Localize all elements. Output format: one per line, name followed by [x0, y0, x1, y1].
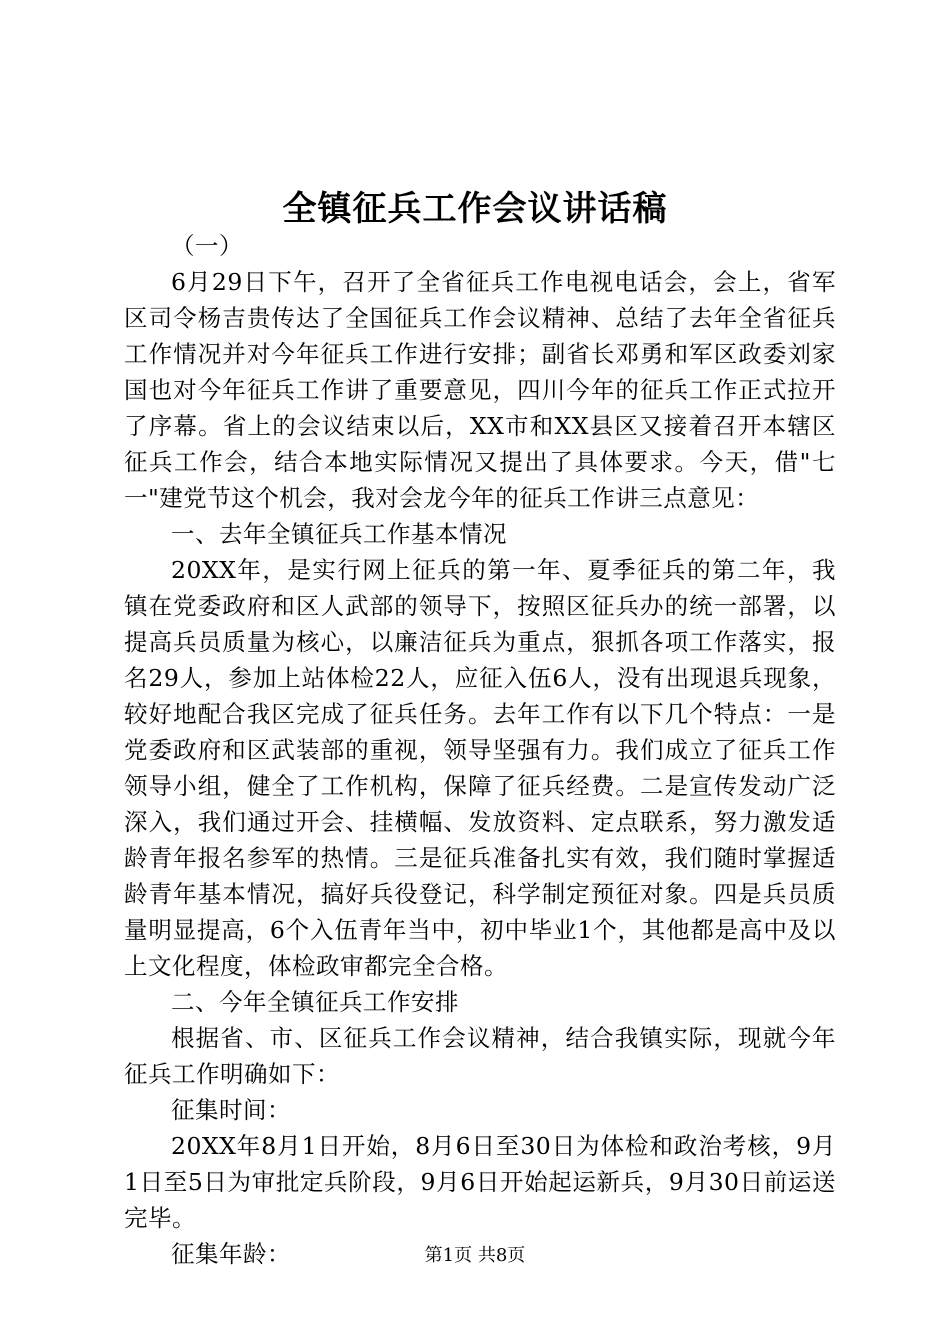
document-body: [124, 228, 836, 1272]
section-heading-1: 一、去年全镇征兵工作基本情况: [171, 520, 507, 548]
subheading-recruit-age: 征集年龄：: [171, 1240, 291, 1268]
document-title: 全镇征兵工作会议讲话稿: [282, 189, 668, 229]
paragraph-section-marker: （一）: [171, 232, 243, 260]
section-heading-2: 二、今年全镇征兵工作安排: [171, 988, 459, 1016]
paragraph-arrangement-intro: 根据省、市、区征兵工作会议精神，结合我镇实际，现就今年征兵工作明确如下：: [124, 1024, 836, 1088]
page-number: 第1页 共8页: [424, 1245, 526, 1266]
subheading-recruit-time: 征集时间：: [171, 1096, 291, 1124]
paragraph-intro: 6月29日下午，召开了全省征兵工作电视电话会，会上，省军区司令杨吉贵传达了全国征兵工作会议精神、总结了去年全省征兵工作情况并对今年征兵工作进行安排；副省长邓勇和军区政委刘家国也对今年征兵工作讲了重要意见，四川今年的征兵工作正式拉开了序幕。省上的会议结束以后，XX市和XX县区又接着召开本辖区征兵工作会，结合本地实际情况又提出了具体要求。今天，借"七一"建党节这个机会，我对会龙今年的征兵工作讲三点意见：: [124, 268, 836, 512]
paragraph-recruit-time: 20XX年8月1日开始，8月6日至30日为体检和政治考核，9月1日至5日为审批定兵阶段，9月6日开始起运新兵，9月30日前运送完毕。: [124, 1132, 836, 1232]
paragraph-last-year-summary: 20XX年，是实行网上征兵的第一年、夏季征兵的第二年，我镇在党委政府和区人武部的领导下，按照区征兵办的统一部署，以提高兵员质量为核心，以廉洁征兵为重点，狠抓各项工作落实，报名29人，参加上站体检22人，应征入伍6人，没有出现退兵现象，较好地配合我区完成了征兵任务。去年工作有以下几个特点：一是党委政府和区武装部的重视，领导坚强有力。我们成立了征兵工作领导小组，健全了工作机构，保障了征兵经费。二是宣传发动广泛深入，我们通过开会、挂横幅、发放资料、定点联系，努力激发适龄青年报名参军的热情。三是征兵准备扎实有效，我们随时掌握适龄青年基本情况，搞好兵役登记，科学制定预征对象。四是兵员质量明显提高，6个入伍青年当中，初中毕业1个，其他都是高中及以上文化程度，体检政审都完全合格。: [124, 556, 836, 980]
